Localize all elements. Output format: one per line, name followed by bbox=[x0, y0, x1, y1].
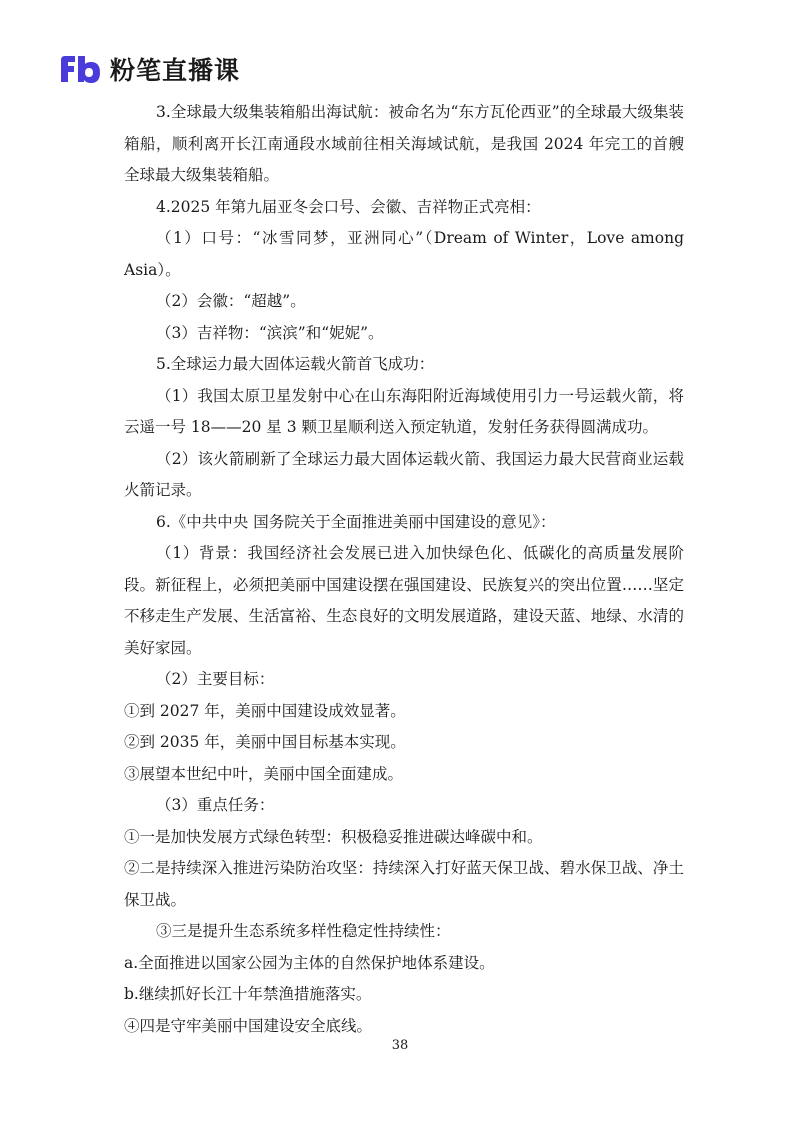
list-item-goal-2035: ②到 2035 年，美丽中国目标基本实现。 bbox=[124, 733, 406, 751]
paragraph-background: （1）背景：我国经济社会发展已进入加快绿色化、低碳化的高质量发展阶段。新征程上，必须把美丽中国建设摆在强国建设、民族复兴的突出位置……坚定不移走生产发展、生活富裕、生态良好的文明发展道路，建设天蓝、地绿、水清的美好家园。 bbox=[124, 544, 684, 657]
paragraph-slogan: （1）口号：“冰雪同梦，亚洲同心”（Dream of Winter，Love among Asia）。 bbox=[124, 229, 684, 279]
list-item-task-pollution: ②二是持续深入推进污染防治攻坚：持续深入打好蓝天保卫战、碧水保卫战、净土保卫战。 bbox=[124, 859, 684, 909]
list-item-subtask-a: a.全面推进以国家公园为主体的自然保护地体系建设。 bbox=[124, 953, 495, 972]
paragraph-rocket-record: （2）该火箭刷新了全球运力最大固体运载火箭、我国运力最大民营商业运载火箭记录。 bbox=[124, 449, 684, 499]
list-item-task-safety: ④四是守牢美丽中国建设安全底线。 bbox=[124, 1016, 373, 1035]
list-item-goal-2027: ①到 2027 年，美丽中国建设成效显著。 bbox=[124, 701, 406, 720]
paragraph-main-goals: （2）主要目标： bbox=[156, 670, 275, 688]
paragraph-emblem: （2）会徽：“超越”。 bbox=[156, 292, 306, 310]
list-item-task-ecosystem: ③三是提升生态系统多样性稳定性持续性： bbox=[156, 922, 451, 940]
document-body bbox=[124, 97, 684, 1042]
page-header bbox=[58, 52, 240, 86]
paragraph-rocket-title: 5.全球运力最大固体运载火箭首飞成功： bbox=[156, 355, 435, 373]
paragraph-mascot: （3）吉祥物：“滨滨”和“妮妮”。 bbox=[156, 323, 384, 342]
paragraph-key-tasks: （3）重点任务： bbox=[156, 796, 275, 814]
list-item-task-green: ①一是加快发展方式绿色转型：积极稳妥推进碳达峰碳中和。 bbox=[124, 827, 543, 846]
fb-logo-icon bbox=[58, 54, 102, 84]
list-item-subtask-b: b.继续抓好长江十年禁渔措施落实。 bbox=[124, 985, 372, 1003]
page-number: 38 bbox=[391, 1038, 409, 1053]
paragraph-ship-trial: 3.全球最大级集装箱船出海试航：被命名为“东方瓦伦西亚”的全球最大级集装箱船，顺利离开长江南通段水域前往相关海域试航，是我国 2024 年完工的首艘全球最大级集装箱船。 bbox=[124, 103, 684, 184]
brand-name: 粉笔直播课 bbox=[110, 56, 241, 85]
paragraph-asian-winter-games: 4.2025 年第九届亚冬会口号、会徽、吉祥物正式亮相： bbox=[156, 197, 541, 216]
paragraph-rocket-launch: （1）我国太原卫星发射中心在山东海阳附近海域使用引力一号运载火箭，将云遥一号 18——20 星 3 颗卫星顺利送入预定轨道，发射任务获得圆满成功。 bbox=[124, 386, 684, 436]
paragraph-beautiful-china-title: 6.《中共中央 国务院关于全面推进美丽中国建设的意见》： bbox=[156, 512, 556, 531]
list-item-goal-mid-century: ③展望本世纪中叶，美丽中国全面建成。 bbox=[124, 764, 404, 783]
